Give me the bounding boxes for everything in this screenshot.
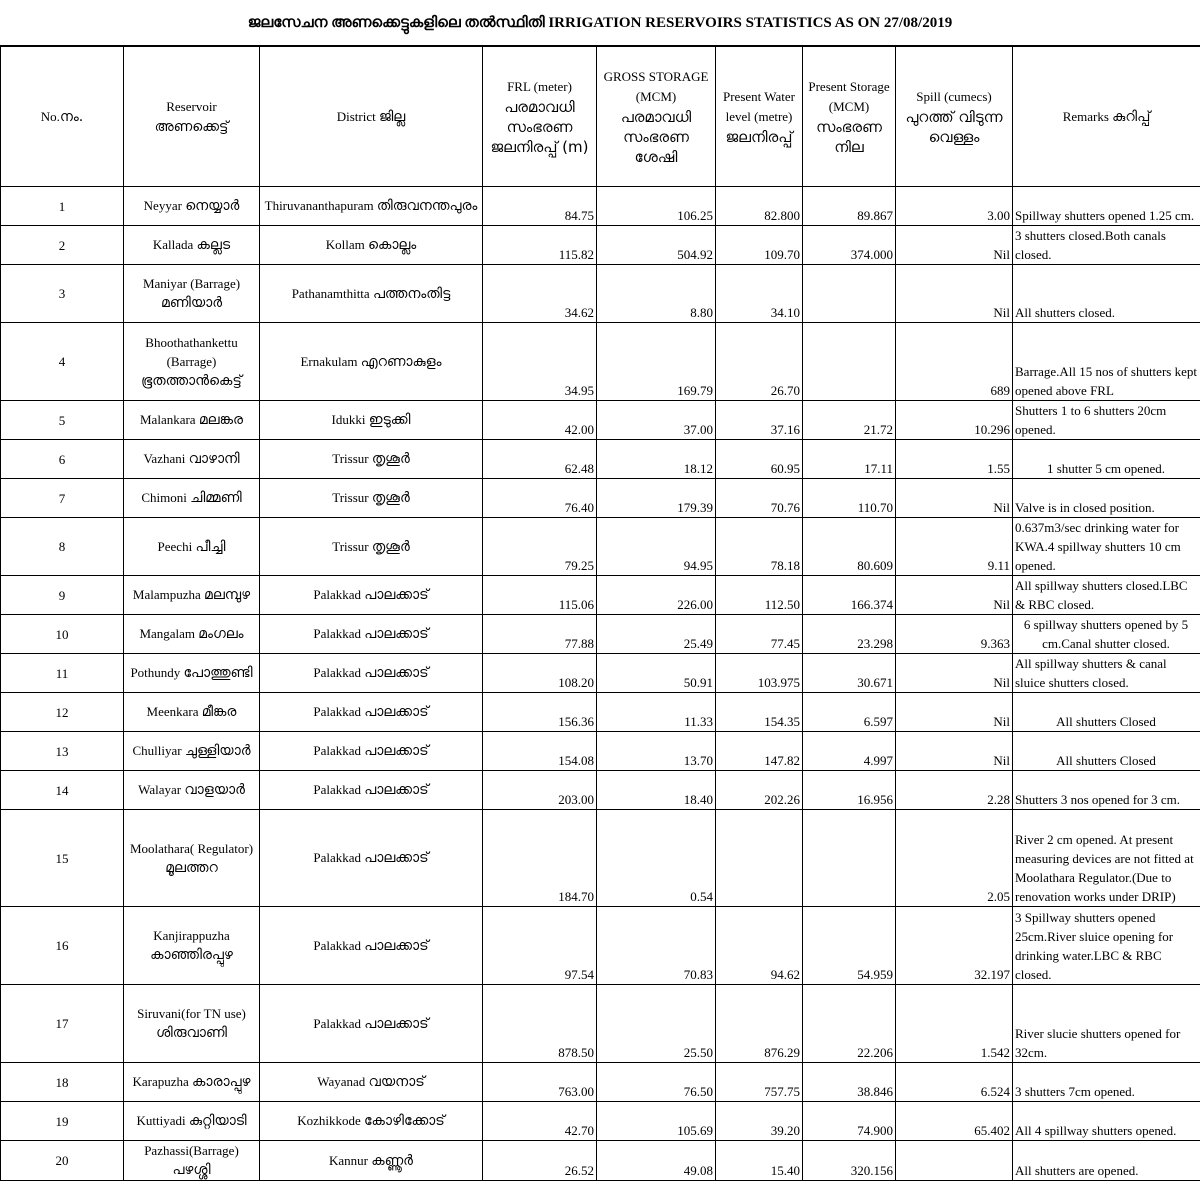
cell-frl: 42.70 — [483, 1102, 597, 1141]
table-row — [1, 401, 1200, 440]
cell-district: Palakkad പാലക്കാട് — [260, 907, 483, 985]
table-row — [1, 518, 1200, 576]
cell-remarks: Shutters 3 nos opened for 3 cm. — [1013, 771, 1200, 810]
cell-district: Palakkad പാലക്കാട് — [260, 771, 483, 810]
cell-frl: 26.52 — [483, 1141, 597, 1181]
cell-remarks: Barrage.All 15 nos of shutters kept opened above FRL — [1013, 323, 1200, 401]
header-frl: FRL (meter) പരമാവധി സംഭരണ ജലനിരപ്പ് (m) — [483, 47, 597, 187]
cell-remarks: Valve is in closed position. — [1013, 479, 1200, 518]
cell-present-storage: 110.70 — [803, 479, 896, 518]
cell-no: 11 — [1, 654, 124, 693]
cell-reservoir: Pothundy പോത്തുണ്ടി — [124, 654, 260, 693]
cell-frl: 203.00 — [483, 771, 597, 810]
cell-no: 8 — [1, 518, 124, 576]
cell-frl: 763.00 — [483, 1063, 597, 1102]
cell-no: 15 — [1, 810, 124, 907]
cell-present-storage: 23.298 — [803, 615, 896, 654]
cell-frl: 156.36 — [483, 693, 597, 732]
cell-remarks: All shutters Closed — [1013, 693, 1200, 732]
cell-frl: 97.54 — [483, 907, 597, 985]
cell-remarks: All shutters are opened. — [1013, 1141, 1200, 1181]
cell-spill: 6.524 — [896, 1063, 1013, 1102]
cell-present-level: 39.20 — [716, 1102, 803, 1141]
cell-gross-storage: 94.95 — [597, 518, 716, 576]
cell-frl: 42.00 — [483, 401, 597, 440]
cell-gross-storage: 105.69 — [597, 1102, 716, 1141]
cell-present-storage: 80.609 — [803, 518, 896, 576]
cell-no: 14 — [1, 771, 124, 810]
header-reservoir: Reservoir അണക്കെട്ട് — [124, 47, 260, 187]
cell-gross-storage: 25.50 — [597, 985, 716, 1063]
cell-present-storage — [803, 323, 896, 401]
page-title: ജലസേചന അണക്കെട്ടുകളിലെ തൽസ്ഥിതി IRRIGATION RESERVOIRS STATISTICS AS ON 27/08/2019 — [0, 0, 1200, 46]
cell-district: Kollam കൊല്ലം — [260, 226, 483, 265]
cell-district: Wayanad വയനാട് — [260, 1063, 483, 1102]
cell-present-storage — [803, 265, 896, 323]
cell-present-storage: 17.11 — [803, 440, 896, 479]
cell-gross-storage: 37.00 — [597, 401, 716, 440]
cell-spill: Nil — [896, 479, 1013, 518]
cell-present-level: 82.800 — [716, 187, 803, 226]
cell-present-level: 60.95 — [716, 440, 803, 479]
cell-spill: 3.00 — [896, 187, 1013, 226]
cell-present-level: 37.16 — [716, 401, 803, 440]
table-row — [1, 1102, 1200, 1141]
cell-present-level: 78.18 — [716, 518, 803, 576]
cell-present-storage: 374.000 — [803, 226, 896, 265]
header-present-storage: Present Storage (MCM) സംഭരണ നില — [803, 47, 896, 187]
cell-spill: 2.28 — [896, 771, 1013, 810]
cell-reservoir: Malankara മലങ്കര — [124, 401, 260, 440]
table-row — [1, 440, 1200, 479]
cell-reservoir: Kuttiyadi കുറ്റിയാടി — [124, 1102, 260, 1141]
cell-gross-storage: 13.70 — [597, 732, 716, 771]
table-row — [1, 985, 1200, 1063]
cell-reservoir: Peechi പീച്ചി — [124, 518, 260, 576]
cell-gross-storage: 226.00 — [597, 576, 716, 615]
cell-present-storage: 4.997 — [803, 732, 896, 771]
cell-present-storage: 22.206 — [803, 985, 896, 1063]
cell-present-storage: 320.156 — [803, 1141, 896, 1181]
cell-frl: 76.40 — [483, 479, 597, 518]
cell-present-level: 34.10 — [716, 265, 803, 323]
cell-no: 1 — [1, 187, 124, 226]
cell-district: Pathanamthitta പത്തനംതിട്ട — [260, 265, 483, 323]
cell-present-level: 112.50 — [716, 576, 803, 615]
cell-present-level: 70.76 — [716, 479, 803, 518]
cell-frl: 34.62 — [483, 265, 597, 323]
cell-no: 9 — [1, 576, 124, 615]
cell-present-level: 77.45 — [716, 615, 803, 654]
cell-reservoir: Chimoni ചിമ്മണി — [124, 479, 260, 518]
cell-district: Palakkad പാലക്കാട് — [260, 985, 483, 1063]
cell-present-storage: 6.597 — [803, 693, 896, 732]
cell-present-storage: 166.374 — [803, 576, 896, 615]
table-row — [1, 1141, 1200, 1181]
cell-spill: 9.363 — [896, 615, 1013, 654]
header-spill: Spill (cumecs) പുറത്ത് വിടുന്ന വെള്ളം — [896, 47, 1013, 187]
cell-reservoir: Kanjirappuzha കാഞ്ഞിരപ്പുഴ — [124, 907, 260, 985]
cell-spill: 689 — [896, 323, 1013, 401]
cell-present-level: 103.975 — [716, 654, 803, 693]
table-row — [1, 323, 1200, 401]
header-district: District ജില്ല — [260, 47, 483, 187]
cell-reservoir: Mangalam മംഗലം — [124, 615, 260, 654]
cell-remarks: 3 Spillway shutters opened 25cm.River sluice opening for drinking water.LBC & RBC closed. — [1013, 907, 1200, 985]
cell-reservoir: Siruvani(for TN use) ശിരുവാണി — [124, 985, 260, 1063]
cell-present-level — [716, 810, 803, 907]
cell-spill: 1.55 — [896, 440, 1013, 479]
cell-district: Trissur തൃശൂർ — [260, 518, 483, 576]
cell-present-level: 26.70 — [716, 323, 803, 401]
cell-present-level: 147.82 — [716, 732, 803, 771]
cell-reservoir: Karapuzha കാരാപ്പുഴ — [124, 1063, 260, 1102]
header-gross-storage: GROSS STORAGE (MCM) പരമാവധി സംഭരണ ശേഷി — [597, 47, 716, 187]
cell-present-storage — [803, 810, 896, 907]
cell-spill — [896, 1141, 1013, 1181]
cell-remarks: All 4 spillway shutters opened. — [1013, 1102, 1200, 1141]
cell-district: Kozhikkode കോഴിക്കോട് — [260, 1102, 483, 1141]
cell-gross-storage: 25.49 — [597, 615, 716, 654]
cell-remarks: 0.637m3/sec drinking water for KWA.4 spillway shutters 10 cm opened. — [1013, 518, 1200, 576]
cell-spill: Nil — [896, 732, 1013, 771]
cell-remarks: All shutters Closed — [1013, 732, 1200, 771]
cell-district: Palakkad പാലക്കാട് — [260, 810, 483, 907]
cell-spill: 10.296 — [896, 401, 1013, 440]
cell-frl: 62.48 — [483, 440, 597, 479]
cell-gross-storage: 50.91 — [597, 654, 716, 693]
cell-present-storage: 38.846 — [803, 1063, 896, 1102]
cell-remarks: Shutters 1 to 6 shutters 20cm opened. — [1013, 401, 1200, 440]
cell-no: 12 — [1, 693, 124, 732]
cell-remarks: 6 spillway shutters opened by 5 cm.Canal shutter closed. — [1013, 615, 1200, 654]
cell-spill: Nil — [896, 576, 1013, 615]
reservoir-table — [0, 46, 1200, 1181]
cell-remarks: 1 shutter 5 cm opened. — [1013, 440, 1200, 479]
header-remarks: Remarks കുറിപ്പ് — [1013, 47, 1200, 187]
cell-gross-storage: 169.79 — [597, 323, 716, 401]
cell-present-storage: 54.959 — [803, 907, 896, 985]
cell-no: 6 — [1, 440, 124, 479]
cell-spill: Nil — [896, 265, 1013, 323]
cell-district: Palakkad പാലക്കാട് — [260, 732, 483, 771]
cell-no: 3 — [1, 265, 124, 323]
cell-spill: 9.11 — [896, 518, 1013, 576]
cell-present-storage: 16.956 — [803, 771, 896, 810]
cell-present-level: 109.70 — [716, 226, 803, 265]
table-body — [1, 187, 1200, 1181]
cell-present-level: 15.40 — [716, 1141, 803, 1181]
cell-reservoir: Kallada കല്ലട — [124, 226, 260, 265]
cell-frl: 154.08 — [483, 732, 597, 771]
cell-present-level: 757.75 — [716, 1063, 803, 1102]
cell-district: Thiruvananthapuram തിരുവനന്തപുരം — [260, 187, 483, 226]
cell-remarks: River slucie shutters opened for 32cm. — [1013, 985, 1200, 1063]
cell-frl: 184.70 — [483, 810, 597, 907]
cell-no: 4 — [1, 323, 124, 401]
cell-gross-storage: 106.25 — [597, 187, 716, 226]
cell-no: 7 — [1, 479, 124, 518]
cell-gross-storage: 179.39 — [597, 479, 716, 518]
table-row — [1, 654, 1200, 693]
cell-gross-storage: 70.83 — [597, 907, 716, 985]
cell-district: Idukki ഇടുക്കി — [260, 401, 483, 440]
table-row — [1, 576, 1200, 615]
cell-reservoir: Meenkara മീങ്കര — [124, 693, 260, 732]
cell-present-storage: 30.671 — [803, 654, 896, 693]
cell-no: 13 — [1, 732, 124, 771]
cell-no: 19 — [1, 1102, 124, 1141]
cell-reservoir: Walayar വാളയാർ — [124, 771, 260, 810]
cell-gross-storage: 18.12 — [597, 440, 716, 479]
cell-gross-storage: 0.54 — [597, 810, 716, 907]
cell-remarks: All spillway shutters & canal sluice shutters closed. — [1013, 654, 1200, 693]
cell-remarks: All shutters closed. — [1013, 265, 1200, 323]
cell-no: 20 — [1, 1141, 124, 1181]
cell-remarks: 3 shutters 7cm opened. — [1013, 1063, 1200, 1102]
cell-spill: 1.542 — [896, 985, 1013, 1063]
cell-present-storage: 21.72 — [803, 401, 896, 440]
cell-district: Trissur തൃശൂർ — [260, 479, 483, 518]
cell-spill: Nil — [896, 693, 1013, 732]
cell-district: Ernakulam എറണാകുളം — [260, 323, 483, 401]
table-row — [1, 810, 1200, 907]
cell-district: Kannur കണ്ണൂർ — [260, 1141, 483, 1181]
table-row — [1, 226, 1200, 265]
cell-reservoir: Chulliyar ചുള്ളിയാർ — [124, 732, 260, 771]
cell-gross-storage: 18.40 — [597, 771, 716, 810]
table-row — [1, 771, 1200, 810]
cell-present-storage: 89.867 — [803, 187, 896, 226]
cell-district: Trissur തൃശൂർ — [260, 440, 483, 479]
cell-gross-storage: 11.33 — [597, 693, 716, 732]
cell-remarks: River 2 cm opened. At present measuring devices are not fitted at Moolathara Regulator.(Due to renovation works under DRIP) — [1013, 810, 1200, 907]
table-row — [1, 732, 1200, 771]
cell-spill: Nil — [896, 226, 1013, 265]
table-row — [1, 1063, 1200, 1102]
cell-no: 5 — [1, 401, 124, 440]
cell-reservoir: Pazhassi(Barrage) പഴശ്ശി — [124, 1141, 260, 1181]
cell-gross-storage: 8.80 — [597, 265, 716, 323]
cell-spill: Nil — [896, 654, 1013, 693]
cell-district: Palakkad പാലക്കാട് — [260, 693, 483, 732]
cell-reservoir: Maniyar (Barrage) മണിയാർ — [124, 265, 260, 323]
cell-reservoir: Moolathara( Regulator) മൂലത്തറ — [124, 810, 260, 907]
cell-spill: 32.197 — [896, 907, 1013, 985]
cell-gross-storage: 76.50 — [597, 1063, 716, 1102]
cell-present-level: 202.26 — [716, 771, 803, 810]
cell-no: 10 — [1, 615, 124, 654]
table-row — [1, 479, 1200, 518]
cell-present-storage: 74.900 — [803, 1102, 896, 1141]
cell-frl: 79.25 — [483, 518, 597, 576]
cell-remarks: Spillway shutters opened 1.25 cm. — [1013, 187, 1200, 226]
cell-frl: 34.95 — [483, 323, 597, 401]
cell-spill: 2.05 — [896, 810, 1013, 907]
cell-remarks: All spillway shutters closed.LBC & RBC closed. — [1013, 576, 1200, 615]
table-row — [1, 265, 1200, 323]
cell-frl: 84.75 — [483, 187, 597, 226]
table-row — [1, 615, 1200, 654]
cell-frl: 115.06 — [483, 576, 597, 615]
cell-reservoir: Neyyar നെയ്യാർ — [124, 187, 260, 226]
header-present-level: Present Water level (metre) ജലനിരപ്പ് — [716, 47, 803, 187]
cell-reservoir: Malampuzha മലമ്പുഴ — [124, 576, 260, 615]
cell-frl: 878.50 — [483, 985, 597, 1063]
cell-frl: 77.88 — [483, 615, 597, 654]
cell-frl: 115.82 — [483, 226, 597, 265]
cell-no: 17 — [1, 985, 124, 1063]
table-row — [1, 187, 1200, 226]
cell-gross-storage: 504.92 — [597, 226, 716, 265]
cell-gross-storage: 49.08 — [597, 1141, 716, 1181]
cell-spill: 65.402 — [896, 1102, 1013, 1141]
header-no: No.നം. — [1, 47, 124, 187]
cell-reservoir: Vazhani വാഴാനി — [124, 440, 260, 479]
cell-reservoir: Bhoothathankettu (Barrage) ഭൂതത്താൻകെട്ട് — [124, 323, 260, 401]
cell-present-level: 154.35 — [716, 693, 803, 732]
table-row — [1, 907, 1200, 985]
cell-present-level: 94.62 — [716, 907, 803, 985]
cell-present-level: 876.29 — [716, 985, 803, 1063]
cell-no: 16 — [1, 907, 124, 985]
cell-no: 18 — [1, 1063, 124, 1102]
cell-frl: 108.20 — [483, 654, 597, 693]
header-row — [1, 47, 1200, 187]
cell-district: Palakkad പാലക്കാട് — [260, 576, 483, 615]
cell-no: 2 — [1, 226, 124, 265]
table-row — [1, 693, 1200, 732]
cell-remarks: 3 shutters closed.Both canals closed. — [1013, 226, 1200, 265]
cell-district: Palakkad പാലക്കാട് — [260, 615, 483, 654]
cell-district: Palakkad പാലക്കാട് — [260, 654, 483, 693]
